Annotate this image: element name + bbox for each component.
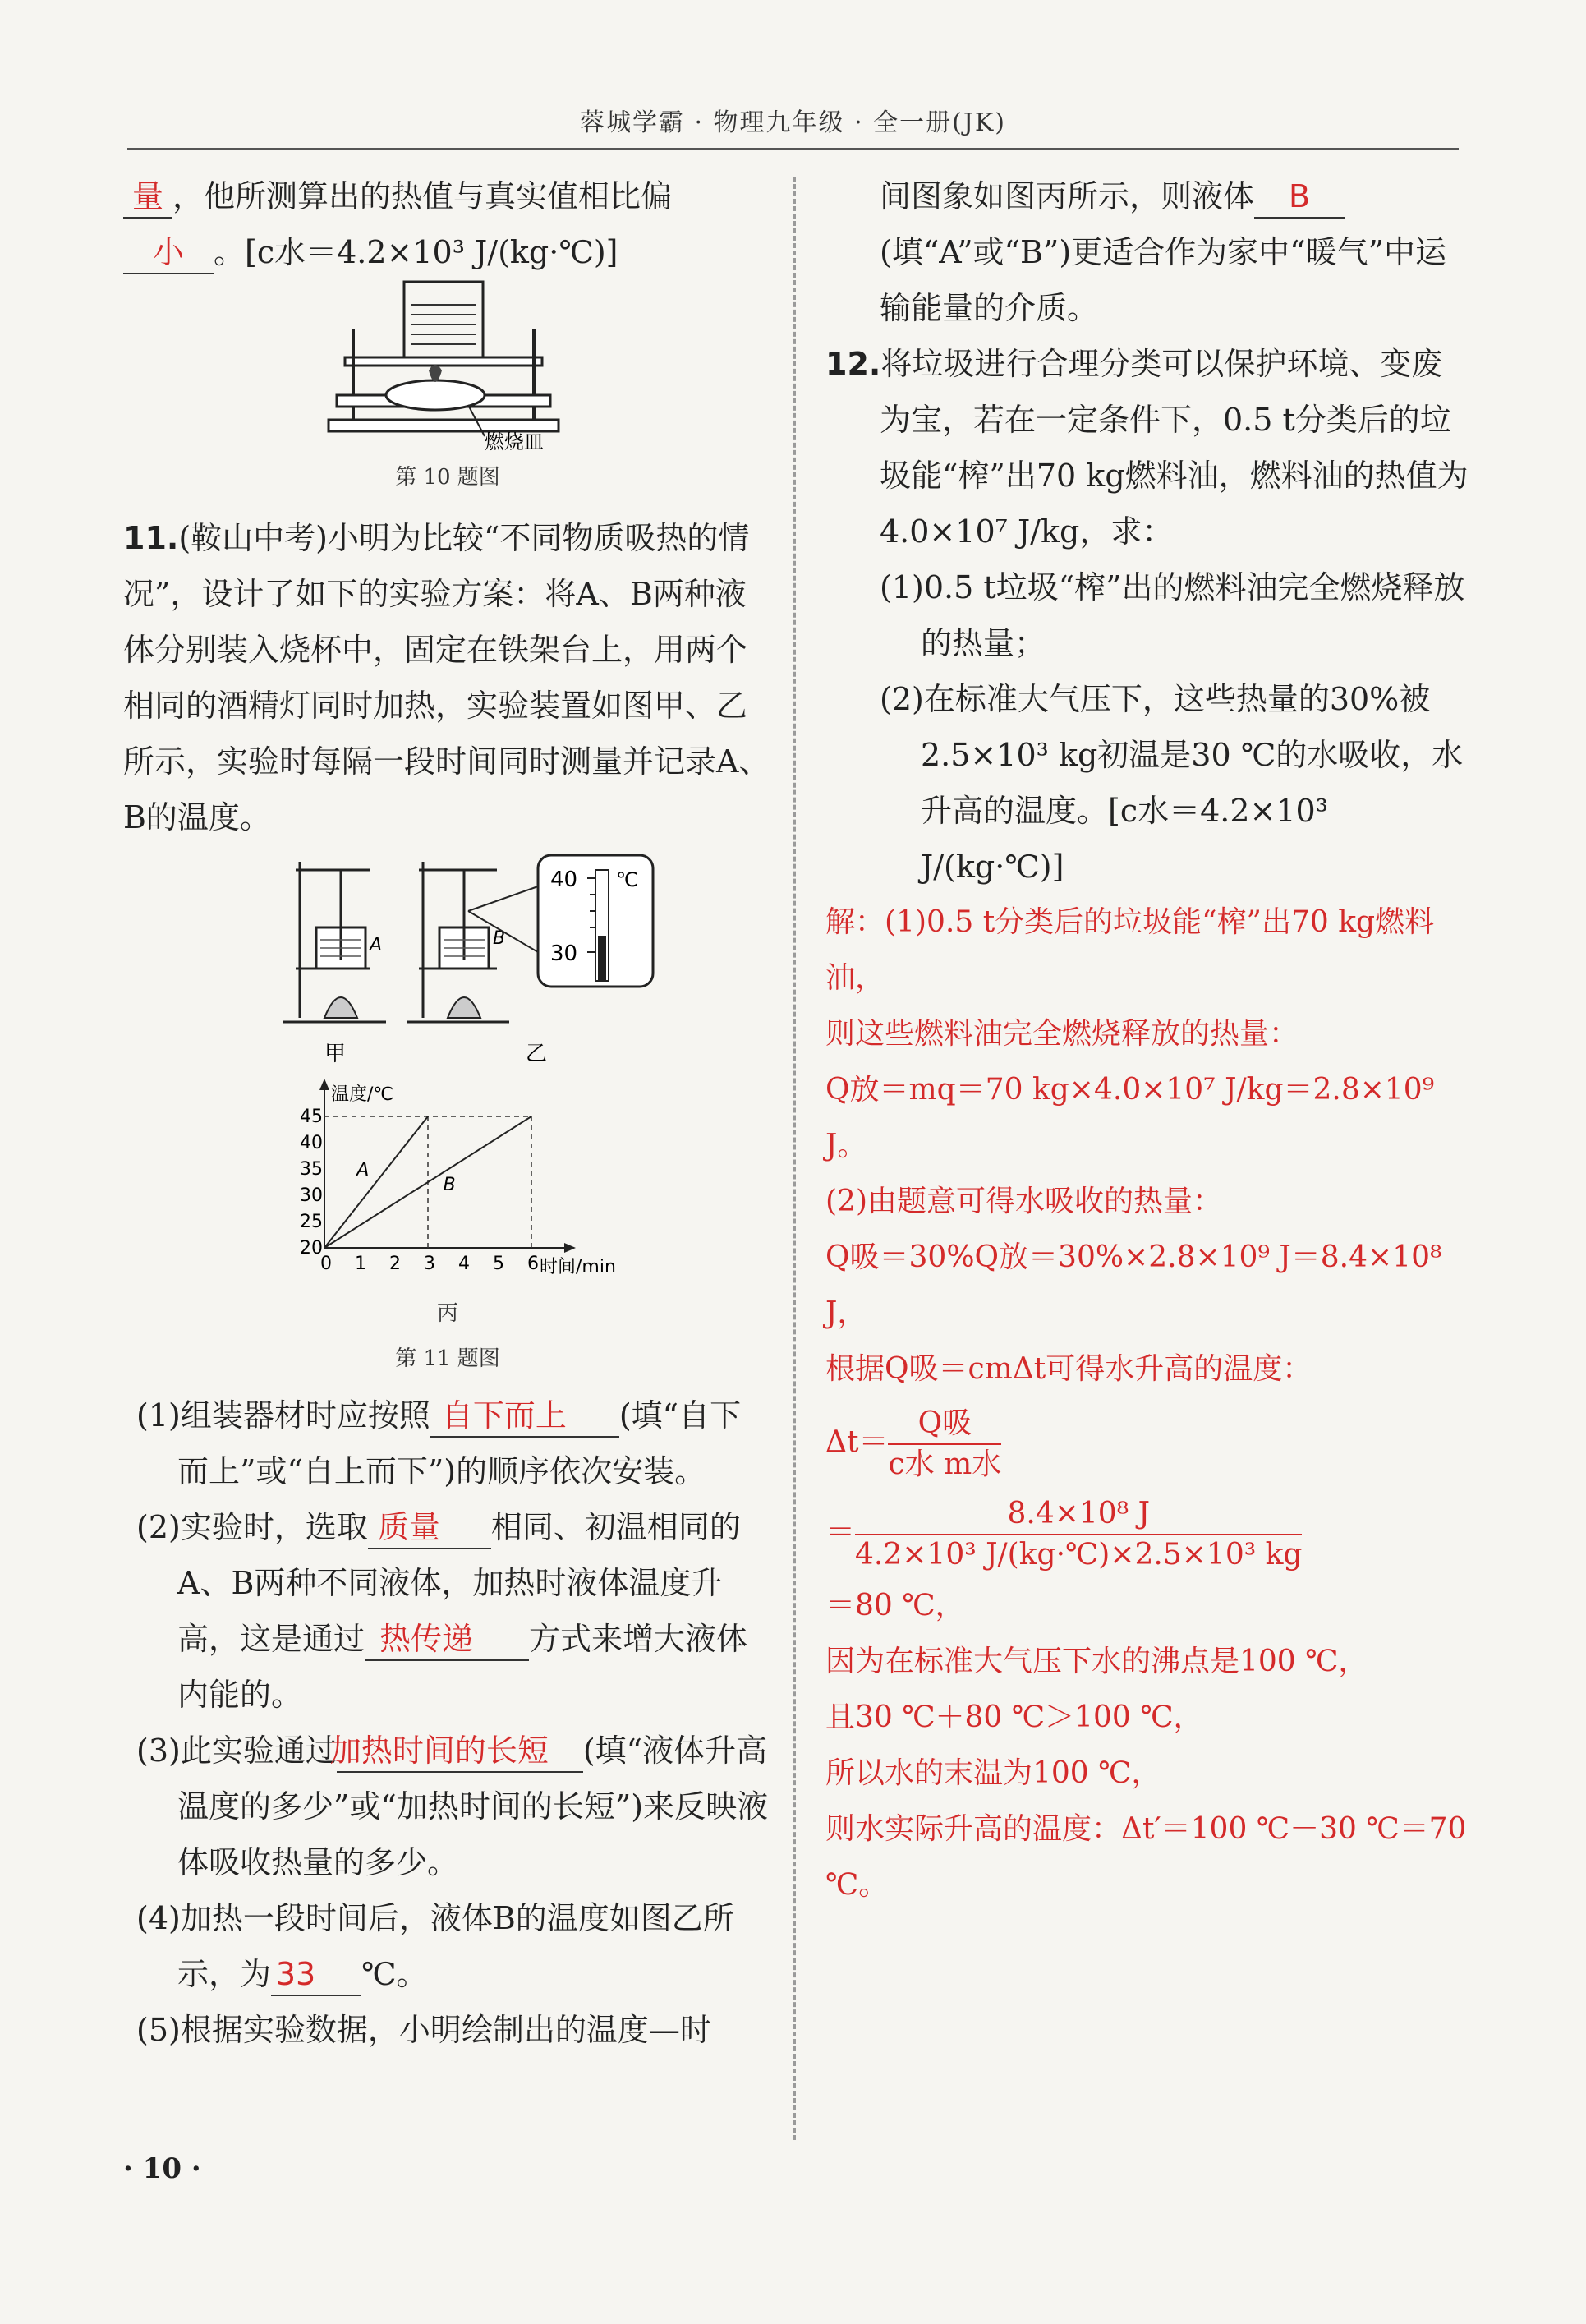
x-tick-label: 3 <box>424 1254 435 1274</box>
sol-8-den: 4.2×10³ J/(kg·℃)×2.5×10³ kg <box>855 1538 1303 1572</box>
q10-text-2: 。[c水＝4.2×10³ J/(kg·℃)] <box>214 234 618 270</box>
y-tick-label: 35 <box>300 1159 323 1180</box>
x-tick-label: 4 <box>458 1254 470 1274</box>
sol-8-num: 8.4×10⁸ J <box>855 1494 1302 1535</box>
sol-7-num: Q吸 <box>888 1404 1001 1445</box>
q12-solution <box>825 895 1470 1913</box>
q11-sub2 <box>123 1499 772 1723</box>
label-yi: 乙 <box>526 1042 548 1066</box>
q10-line2 <box>123 224 772 280</box>
sol-7-lhs: Δt＝ <box>825 1425 889 1459</box>
sol-line-13: 则水实际升高的温度：Δt′＝100 ℃－30 ℃＝70 ℃。 <box>825 1812 1467 1902</box>
label-bing: 丙 <box>436 1301 458 1326</box>
q11-intro <box>123 510 772 845</box>
sol-line-8 <box>825 1488 1470 1578</box>
fraction-value <box>855 1494 1302 1575</box>
q11-chart-container <box>123 1075 772 1297</box>
q10-figure <box>123 280 772 453</box>
sol-8-lhs: ＝ <box>825 1516 856 1549</box>
q11-sub1-blank[interactable]: 自下而上 <box>430 1395 619 1438</box>
q11-sub3 <box>123 1723 772 1890</box>
series-line-a <box>324 1116 428 1248</box>
x-tick-label: 2 <box>389 1254 401 1274</box>
thermo-unit: ℃ <box>616 868 638 891</box>
q11-intro-text: (鞍山中考)小明为比较“不同物质吸热的情况”，设计了如下的实验方案：将A、B两种液体分别装入烧杯中，固定在铁架台上，用两个相同的酒精灯同时加热，实验装置如图甲、乙所示，实验时每隔一段时间同时测量并记录A、B的温度。 <box>123 520 770 835</box>
x-tick-label: 6 <box>527 1254 539 1274</box>
sol-line-3: Q放＝mq＝70 kg×4.0×10⁷ J/kg＝2.8×10⁹ J。 <box>825 1073 1435 1162</box>
label-b: B <box>493 928 506 949</box>
sol-line-4: (2)由题意可得水吸收的热量： <box>825 1185 1222 1218</box>
x-tick-label: 1 <box>355 1254 366 1274</box>
q12-sub1: (1)0.5 t垃圾“榨”出的燃料油完全燃烧释放的热量； <box>880 569 1465 661</box>
y-tick-label: 40 <box>300 1133 323 1153</box>
sol-line-2: 则这些燃料油完全燃烧释放的热量： <box>825 1017 1299 1051</box>
q11-sub5 <box>123 2002 772 2058</box>
q10-caption: 第 10 题图 <box>395 465 500 490</box>
x-tick-label: 5 <box>493 1254 504 1274</box>
left-column <box>123 168 772 2058</box>
right-column <box>825 168 1470 1913</box>
sol-line-5: Q吸＝30%Q放＝30%×2.8×10⁹ J＝8.4×10⁸ J， <box>825 1240 1442 1330</box>
series-label-a: A <box>356 1160 370 1180</box>
q11-sub2-blank1[interactable]: 质量 <box>368 1507 491 1549</box>
q10-fig-label: 燃烧皿 <box>485 430 544 453</box>
y-axis-arrow <box>319 1079 329 1090</box>
page-header: 蓉城学霸 · 物理九年级 · 全一册(JK) <box>127 99 1459 150</box>
sol-line-9: ＝80 ℃， <box>825 1589 965 1622</box>
q11-sub2-pre: (2)实验时，选取 <box>136 1509 368 1545</box>
sol-line-11: 且30 ℃＋80 ℃＞100 ℃， <box>825 1700 1203 1734</box>
q11-sub1-pre: (1)组装器材时应按照 <box>136 1397 430 1434</box>
q11-sub5-cont-text: 间图象如图丙所示，则液体 <box>880 178 1255 214</box>
q10-line1 <box>123 168 772 224</box>
q11-sub2-post: 方式来增大液体内能的。 <box>177 1621 748 1713</box>
fraction-dt <box>888 1404 1001 1484</box>
q12-intro-text: 将垃圾进行合理分类可以保护环境、变废为宝，若在一定条件下，0.5 t分类后的垃圾能“榨”出70 kg燃料油，燃料油的热值为4.0×10⁷ J/kg，求： <box>880 346 1469 550</box>
q11-sub5-cont <box>825 168 1470 336</box>
q10-blank-1[interactable]: 量 <box>123 176 172 219</box>
column-divider <box>793 177 796 2140</box>
sol-line-12: 所以水的末温为100 ℃， <box>825 1756 1161 1790</box>
q10-text-1: ，他所测算出的热值与真实值相比偏 <box>172 178 673 214</box>
sol-line-10: 因为在标准大气压下水的沸点是100 ℃， <box>825 1645 1368 1678</box>
y-tick-label: 45 <box>300 1107 323 1127</box>
temperature-time-chart <box>123 1075 772 1297</box>
q10-blank-2[interactable]: 小 <box>123 232 214 274</box>
heating-apparatus-figure <box>123 854 772 1067</box>
q11-sub4-pre: (4)加热一段时间后，液体B的温度如图乙所示，为 <box>136 1900 734 1992</box>
q11-sub4-blank[interactable]: 33 <box>271 1954 361 1996</box>
series-label-b: B <box>443 1175 456 1195</box>
y-axis-label: 温度/℃ <box>331 1084 394 1105</box>
q11-sub5-blank[interactable]: B <box>1254 176 1345 219</box>
sol-line-1: 解：(1)0.5 t分类后的垃圾能“榨”出70 kg燃料油， <box>825 905 1435 995</box>
q11-sub2-blank2[interactable]: 热传递 <box>365 1618 529 1661</box>
thermo-40: 40 <box>550 867 578 892</box>
sol-7-den: c水 m水 <box>888 1447 1002 1481</box>
q12-intro <box>825 336 1470 559</box>
x-tick-label: 0 <box>320 1254 332 1274</box>
burner-apparatus-figure <box>123 280 772 453</box>
q11-sub1-post: (填“自下而上”或“自上而下”)的顺序依次安装。 <box>177 1397 742 1489</box>
q11-sub3-blank[interactable]: 加热时间的长短 <box>337 1730 583 1773</box>
q11-sub4 <box>123 1890 772 2002</box>
label-a: A <box>370 935 383 955</box>
y-tick-label: 25 <box>300 1212 323 1232</box>
page-number: · 10 · <box>123 2152 201 2185</box>
y-tick-label: 30 <box>300 1185 323 1206</box>
q11-sub3-pre: (3)此实验通过 <box>136 1733 337 1769</box>
q12-sub2: (2)在标准大气压下，这些热量的30%被2.5×10³ kg初温是30 ℃的水吸收，水升高的温度。[c水＝4.2×10³ J/(kg·℃)] <box>880 681 1464 885</box>
sol-line-6: 根据Q吸＝cmΔt可得水升高的温度： <box>825 1352 1312 1386</box>
x-axis-arrow <box>564 1243 576 1253</box>
q11-sub4-post: ℃。 <box>361 1956 428 1992</box>
q11-caption: 第 11 题图 <box>395 1346 500 1371</box>
q11-sub2-mid: 相同、初温相同的A、B两种不同液体，加热时液体温度升高，这是通过 <box>177 1509 741 1657</box>
q11-sub5-post: (填“A”或“B”)更适合作为家中“暖气”中运输能量的介质。 <box>880 234 1446 326</box>
sol-line-7 <box>825 1397 1470 1488</box>
q11-sub5-pre: (5)根据实验数据，小明绘制出的温度—时 <box>136 2012 711 2048</box>
thermo-30: 30 <box>550 941 578 966</box>
y-tick-label: 20 <box>300 1238 323 1259</box>
q12-number: 12. <box>825 346 881 382</box>
x-axis-label: 时间/min <box>540 1257 616 1277</box>
q11-apparatus-figure <box>123 854 772 1067</box>
q11-sub3-post: (填“液体升高温度的多少”或“加热时间的长短”)来反映液体吸收热量的多少。 <box>177 1733 769 1880</box>
q11-number: 11. <box>123 520 179 556</box>
label-jia: 甲 <box>324 1042 347 1066</box>
q11-sub1 <box>123 1387 772 1499</box>
